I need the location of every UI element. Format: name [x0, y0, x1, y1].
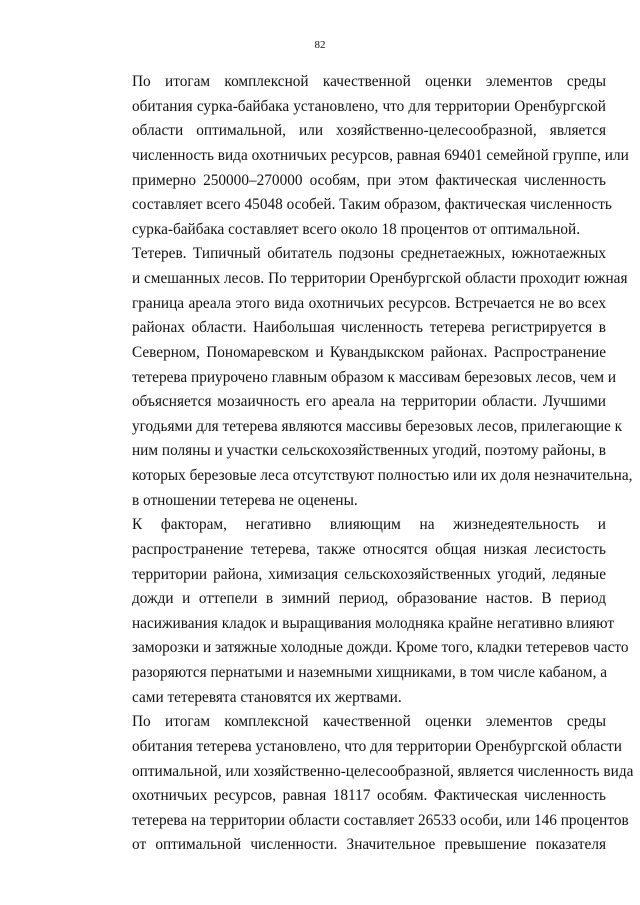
paragraph — [93, 242, 633, 513]
paragraph — [93, 710, 634, 858]
text-line: граница ареала этого вида охотничьих ресурсов. Встречается не во всех — [132, 294, 606, 312]
body-text — [93, 70, 634, 858]
text-line: разоряются пернатыми и наземными хищниками, в том числе кабаном, а — [132, 664, 608, 681]
text-line: оптимальной, или хозяйственно-целесообразной, является численность вида — [132, 762, 634, 780]
paragraph — [93, 70, 629, 242]
text-line: районах области. Наибольшая численность тетерева регистрируется в — [132, 319, 606, 337]
text-line: обитания тетерева установлено, что для территории Оренбургской области — [132, 737, 622, 755]
paragraph — [93, 513, 629, 710]
text-line: К факторам, негативно влияющим на жизнедеятельность и — [132, 516, 606, 534]
text-line: сурка-байбака составляет всего около 18 процентов от оптимальной. — [132, 220, 581, 238]
text-line: области оптимальной, или хозяйственно-целесообразной, является — [132, 122, 606, 140]
text-line: По итогам комплексной качественной оценки элементов среды — [132, 73, 606, 90]
text-line: территории района, химизация сельскохозяйственных угодий, ледяные — [132, 565, 606, 583]
text-line: дожди и оттепели в зимний период, образование настов. В период — [132, 590, 606, 608]
text-line: заморозки и затяжные холодные дожди. Кроме того, кладки тетеревов часто — [132, 639, 629, 657]
text-line: охотничьих ресурсов, равная 18117 особям. Фактическая численность — [132, 787, 606, 805]
text-line: сами тетеревята становятся их жертвами. — [132, 688, 402, 706]
text-line: тетерева приурочено главным образом к массивам березовых лесов, чем и — [132, 368, 617, 386]
text-line: ним поляны и участки сельскохозяйственных угодий, поэтому районы, в — [132, 442, 606, 460]
text-line: обитания сурка-байбака установлено, что для территории Оренбургской — [132, 97, 606, 115]
text-line: Северном, Пономаревском и Кувандыкском районах. Распространение — [132, 343, 606, 361]
text-line: распространение тетерева, также относятся общая низкая лесистость — [132, 540, 606, 558]
text-line: насиживания кладок и выращивания молодняка крайне негативно влияют — [132, 614, 615, 632]
text-line: объясняется мозаичность его ареала на территории области. Лучшими — [132, 393, 606, 411]
text-line: примерно 250000–270000 особям, при этом фактическая численность — [132, 171, 606, 189]
text-line: в отношении тетерева не оценены. — [132, 491, 358, 509]
text-line: угодьями для тетерева являются массивы березовых лесов, прилегающие к — [132, 417, 623, 435]
text-line: которых березовые леса отсутствуют полностью или их доля незначительна, — [132, 467, 633, 484]
text-line: тетерева на территории области составляет 26533 особи, или 146 процентов — [132, 811, 629, 829]
text-line: и смешанных лесов. По территории Оренбургской области проходит южная — [132, 270, 628, 287]
page-number: 82 — [314, 39, 326, 51]
text-line: от оптимальной численности. Значительное превышение показателя — [132, 836, 606, 854]
text-line: составляет всего 45048 особей. Таким образом, фактическая численность — [132, 196, 612, 214]
text-line: численность вида охотничьих ресурсов, равная 69401 семейной группе, или — [132, 146, 629, 164]
text-line: По итогам комплексной качественной оценки элементов среды — [132, 713, 606, 731]
text-line: Тетерев. Типичный обитатель подзоны среднетаежных, южнотаежных — [132, 245, 606, 263]
